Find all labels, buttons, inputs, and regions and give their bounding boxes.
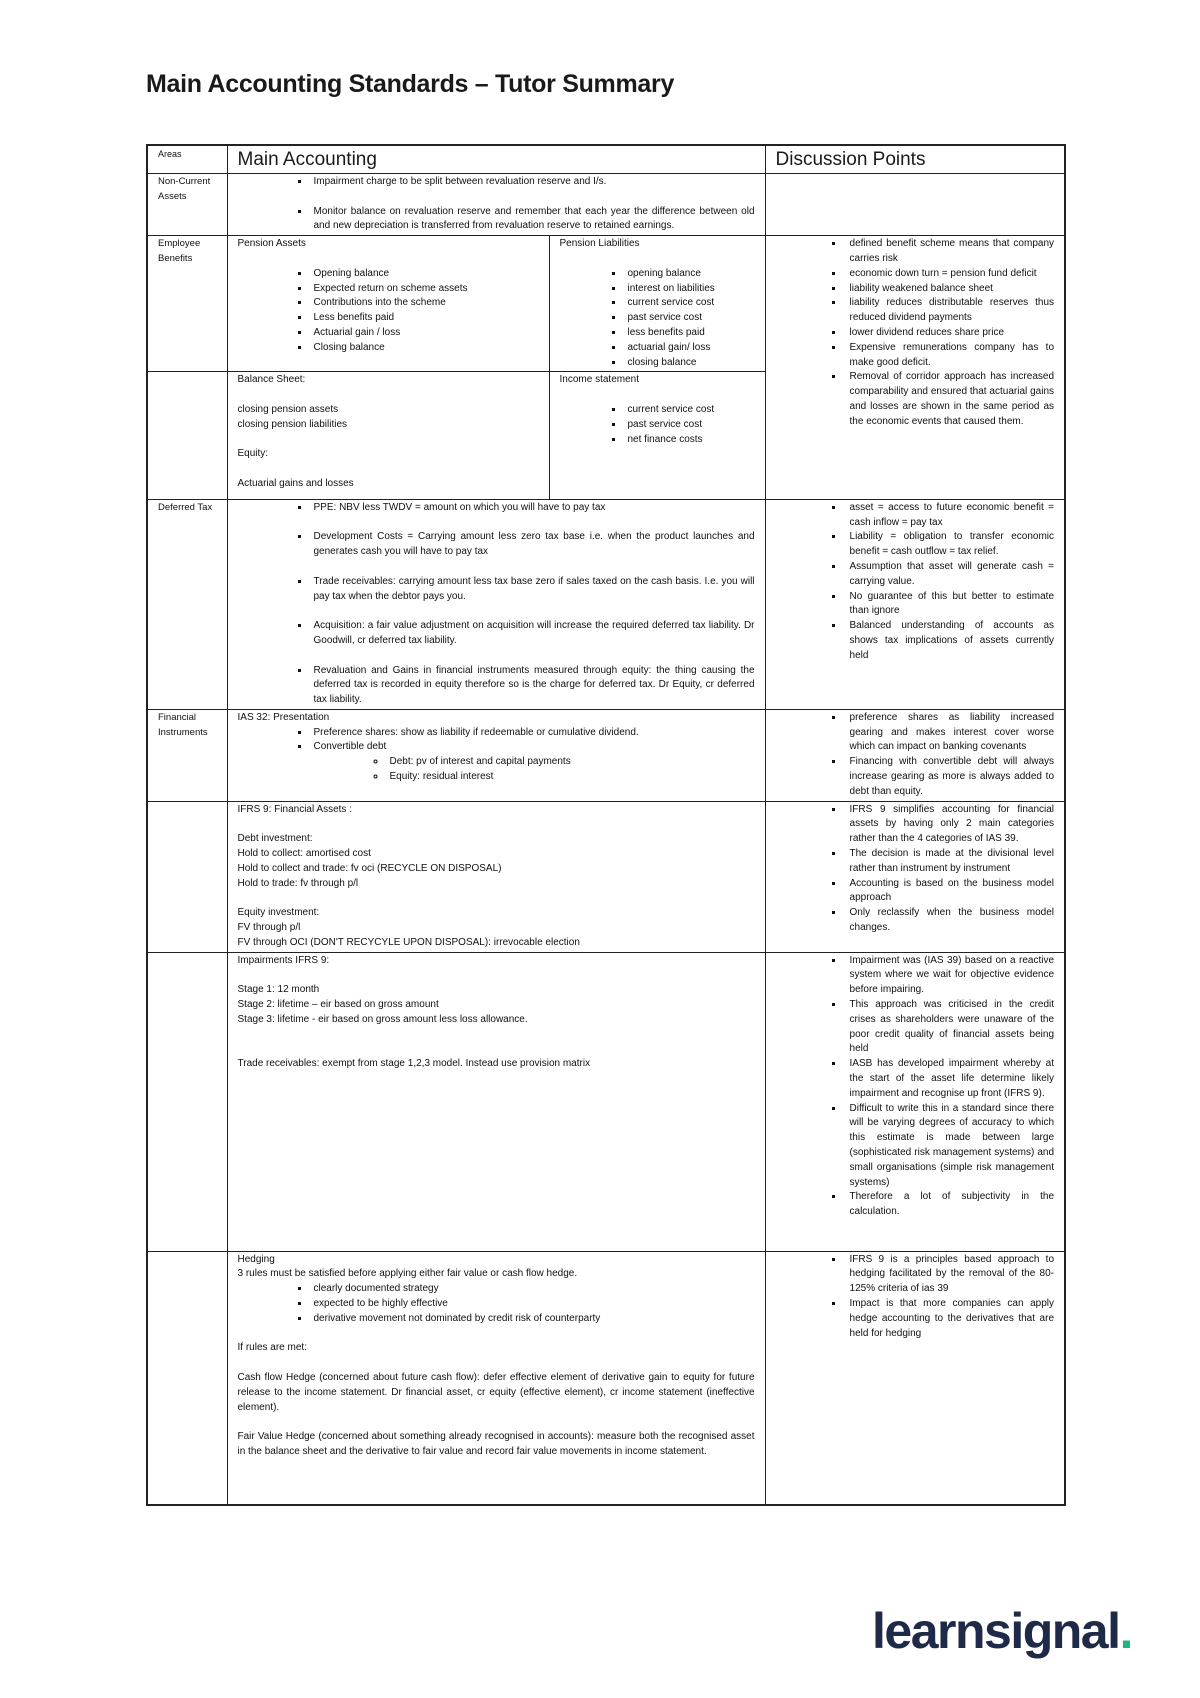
row-ifrs9-financial-assets: [147, 801, 1065, 952]
list-item: ▪ past service cost: [624, 418, 755, 433]
text-line: FV through p/l: [237, 922, 301, 934]
list-item: ▪ The decision is made at the divisional level rather than instrument by instrument: [844, 847, 1055, 877]
list-item: ▪ less benefits paid: [624, 326, 755, 341]
pension-liabilities-title: Pension Liabilities: [559, 238, 640, 250]
area-label: [147, 1251, 227, 1505]
list-item: ▪ IFRS 9 simplifies accounting for financial assets by having only 2 main categories rather than the 4 categories of IAS 39.: [844, 803, 1055, 847]
page-title: Main Accounting Standards – Tutor Summary: [146, 70, 675, 98]
balance-sheet-cell: [227, 372, 549, 499]
list-item: ▪ Preference shares: show as liability if redeemable or cumulative dividend.: [310, 726, 755, 741]
equity-title: Equity:: [237, 448, 269, 460]
list-item: ▪ preference shares as liability increased gearing and makes interest cover worse which can impact on banking covenants: [844, 711, 1055, 755]
list-item: ▪ Acquisition: a fair value adjustment on acquisition will increase the required deferred tax liability. Dr Goodwill, cr deferred tax liability.: [310, 619, 755, 649]
text-paragraph: Cash flow Hedge (concerned about future cash flow): defer effective element of derivative gain to equity for future release to the income statement. Dr financial asset, cr equity (effective element), cr income statement (ineffective element).: [237, 1372, 755, 1413]
learnsignal-logo: learnsignal.: [872, 1603, 1132, 1659]
row-employee-benefits: [147, 236, 1065, 372]
standards-table: [146, 144, 1066, 1506]
area-label: Employee Benefits: [147, 236, 227, 372]
list-item: ▪ actuarial gain/ loss: [624, 341, 755, 356]
text-line: Hold to collect and trade: fv oci (RECYCLE ON DISPOSAL): [237, 862, 502, 874]
main-accounting-header: Main Accounting: [227, 145, 765, 174]
list-item: ◦ Debt: pv of interest and capital payments: [386, 755, 755, 770]
text-line: If rules are met:: [237, 1342, 307, 1354]
list-item: ▪ current service cost: [624, 296, 755, 311]
list-item: ▪ IASB has developed impairment whereby at the start of the asset life determine likely impairment and recognise up front (IFRS 9).: [844, 1057, 1055, 1101]
area-label: Non-Current Assets: [147, 174, 227, 236]
list-item: ▪ Less benefits paid: [310, 311, 539, 326]
list-item: ▪ Monitor balance on revaluation reserve and remember that each year the difference between old and new depreciation is transferred from revaluation reserve to retained earnings.: [310, 205, 755, 235]
list-item: ▪ past service cost: [624, 311, 755, 326]
list-item: ▪ Contributions into the scheme: [310, 296, 539, 311]
text-line: FV through OCI (DON'T RECYCYLE UPON DISPOSAL): irrevocable election: [237, 936, 580, 948]
discussion-cell: [765, 801, 1065, 952]
list-item: ▪ Opening balance: [310, 267, 539, 282]
list-item: ▪ Difficult to write this in a standard since there will be varying degrees of accuracy to which this estimate is made between large (sophisticated risk management systems) and small organisations (simple risk management systems): [844, 1102, 1055, 1191]
ifrs9-title: IFRS 9: Financial Assets :: [237, 803, 352, 815]
discussion-cell: [765, 499, 1065, 709]
row-deferred-tax: [147, 499, 1065, 709]
list-item: ▪ PPE: NBV less TWDV = amount on which you will have to pay tax: [310, 501, 755, 516]
list-item: ▪ clearly documented strategy: [310, 1282, 755, 1297]
list-item: ▪ net finance costs: [624, 433, 755, 448]
main-cell: [227, 709, 765, 801]
list-item: ▪ Development Costs = Carrying amount less zero tax base i.e. when the product launches and generates cash you will have to pay tax: [310, 530, 755, 560]
text-line: Actuarial gains and losses: [237, 477, 354, 489]
ias32-title: IAS 32: Presentation: [237, 711, 330, 723]
text-line: Hold to collect: amortised cost: [237, 848, 371, 860]
list-item: ▪ Trade receivables: carrying amount less tax base zero if sales taxed on the cash basis. I.e. you will pay tax when the debtor pays you.: [310, 575, 755, 605]
text-line: Trade receivables: exempt from stage 1,2,3 model. Instead use provision matrix: [237, 1058, 591, 1070]
discussion-cell: [765, 174, 1065, 236]
list-item: ▪ Impairment was (IAS 39) based on a reactive system where we wait for objective evidence before impairing.: [844, 954, 1055, 998]
list-item: ▪ Expensive remunerations company has to make good deficit.: [844, 341, 1055, 371]
hedging-title: Hedging: [237, 1253, 275, 1265]
list-item: ▪ closing balance: [624, 356, 755, 371]
list-item: ▪ Removal of corridor approach has increased comparability and ensured that actuarial gains and losses are shown in the same period as the economic events that caused them.: [844, 370, 1055, 429]
discussion-cell: [765, 709, 1065, 801]
main-cell: [227, 801, 765, 952]
list-item: ▪ Liability = obligation to transfer economic benefit = cash outflow = tax relief.: [844, 530, 1055, 560]
text-line: Stage 2: lifetime – eir based on gross amount: [237, 999, 439, 1011]
list-item: ▪ No guarantee of this but better to estimate than ignore: [844, 590, 1055, 620]
pension-assets-title: Pension Assets: [237, 238, 306, 250]
main-cell: [227, 1251, 765, 1505]
income-statement-title: Income statement: [559, 374, 639, 386]
area-label: [147, 801, 227, 952]
list-item: ▪ asset = access to future economic benefit = cash inflow = pay tax: [844, 501, 1055, 531]
text-line: Hold to trade: fv through p/l: [237, 877, 359, 889]
list-item: ▪ current service cost: [624, 403, 755, 418]
list-item: ▪ Closing balance: [310, 341, 539, 356]
text-line: 3 rules must be satisfied before applying either fair value or cash flow hedge.: [237, 1268, 578, 1280]
main-cell: [227, 499, 765, 709]
list-item: ▪ Accounting is based on the business model approach: [844, 877, 1055, 907]
list-item: ▪ Expected return on scheme assets: [310, 282, 539, 297]
list-item: ▪ Only reclassify when the business model changes.: [844, 906, 1055, 936]
equity-investment-title: Equity investment:: [237, 907, 320, 919]
list-item: ◦ Equity: residual interest: [386, 770, 755, 785]
row-hedging: [147, 1251, 1065, 1505]
row-non-current-assets: [147, 174, 1065, 236]
list-item: ▪ Revaluation and Gains in financial instruments measured through equity: the thing causing the deferred tax is recorded in equity therefore so is the charge for deferred tax. Dr Equity, cr deferred tax liability.: [310, 664, 755, 708]
list-item: ▪ This approach was criticised in the credit crises as shareholders were unaware of the poor credit quality of financial assets being held: [844, 998, 1055, 1057]
impairments-title: Impairments IFRS 9:: [237, 954, 330, 966]
text-line: closing pension liabilities: [237, 418, 348, 430]
text-line: Stage 3: lifetime - eir based on gross amount less loss allowance.: [237, 1013, 528, 1025]
pension-assets-cell: [227, 236, 549, 372]
row-impairments: [147, 952, 1065, 1251]
debt-title: Debt investment:: [237, 833, 313, 845]
area-label: Financial Instruments: [147, 709, 227, 801]
text-paragraph: Fair Value Hedge (concerned about something already recognised in accounts): measure both the recognised asset in the balance sheet and the derivative to fair value and record fair value movements in income statement.: [237, 1431, 755, 1457]
text-line: closing pension assets: [237, 403, 339, 415]
list-item: ▪ opening balance: [624, 267, 755, 282]
discussion-cell: [765, 952, 1065, 1251]
list-item: ▪ Assumption that asset will generate cash = carrying value.: [844, 560, 1055, 590]
list-item: ▪ Therefore a lot of subjectivity in the calculation.: [844, 1190, 1055, 1220]
list-item: ▪ lower dividend reduces share price: [844, 326, 1055, 341]
main-cell: [227, 952, 765, 1251]
list-item: ▪ Impairment charge to be split between revaluation reserve and I/s.: [310, 175, 755, 190]
income-statement-cell: [549, 372, 765, 499]
list-item: ▪ defined benefit scheme means that company carries risk: [844, 237, 1055, 267]
list-item: ▪ derivative movement not dominated by credit risk of counterparty: [310, 1312, 755, 1327]
area-label: [147, 952, 227, 1251]
list-item: ▪ Balanced understanding of accounts as shows tax implications of assets currently held: [844, 619, 1055, 663]
pension-liabilities-cell: [549, 236, 765, 372]
area-label: Deferred Tax: [147, 499, 227, 709]
list-item: ▪ economic down turn = pension fund deficit: [844, 267, 1055, 282]
areas-header: Areas: [147, 145, 227, 174]
list-item: ▪ IFRS 9 is a principles based approach to hedging facilitated by the removal of the 80-125% criteria of ias 39: [844, 1253, 1055, 1297]
discussion-cell: [765, 1251, 1065, 1505]
header-row: [147, 145, 1065, 174]
list-item: ▪ interest on liabilities: [624, 282, 755, 297]
list-item: ▪ liability reduces distributable reserves thus reduced dividend payments: [844, 296, 1055, 326]
list-item: ▪ Convertible debt ◦ Debt: pv of interest and capital payments ◦ Equity: residual interest: [310, 740, 755, 784]
row-financial-instruments: [147, 709, 1065, 801]
list-item: ▪ Impact is that more companies can apply hedge accounting to the derivatives that are held for hedging: [844, 1297, 1055, 1341]
list-item: ▪ expected to be highly effective: [310, 1297, 755, 1312]
area-label: [147, 372, 227, 499]
main-cell: [227, 174, 765, 236]
discussion-header: Discussion Points: [765, 145, 1065, 174]
discussion-cell: [765, 236, 1065, 500]
balance-sheet-title: Balance Sheet:: [237, 374, 306, 386]
list-item: ▪ Financing with convertible debt will always increase gearing as more is always added to debt than equity.: [844, 755, 1055, 799]
text-line: Stage 1: 12 month: [237, 984, 320, 996]
list-item: ▪ liability weakened balance sheet: [844, 282, 1055, 297]
list-item: ▪ Actuarial gain / loss: [310, 326, 539, 341]
